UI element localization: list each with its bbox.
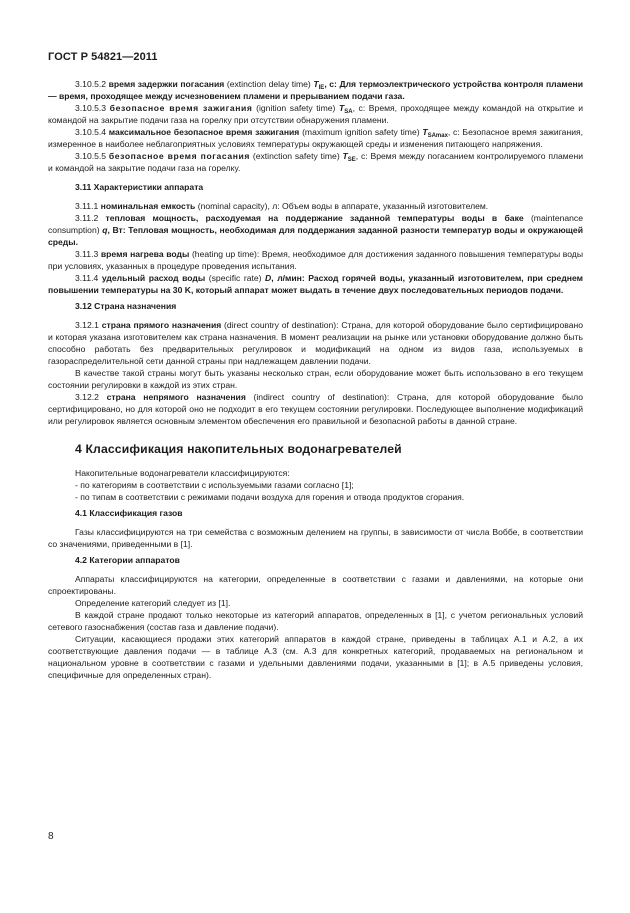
clause-3-10-5-4: 3.10.5.4 максимальное безопасное время зажигания (maximum ignition safety time) $T_{SAmax}$, с: Безопасное время зажигания, измеренное в наиболее неблагоприятных условиях температуры окружающей среды и изменения питающего напряжения.	[48, 127, 584, 149]
clause-3-12-1-note: В качестве такой страны могут быть указаны несколько стран, если оборудование может быть использовано в его текущем состоянии регулировки в каждой из этих стран.	[48, 368, 583, 390]
section-4-heading: 4 Классификация накопительных водонагревателей	[75, 442, 402, 456]
section-4-list-item: - по типам в соответствии с режимами подачи воздуха для горения и отвода продуктов сгорания.	[75, 492, 465, 502]
section-4-1-heading: 4.1 Классификация газов	[75, 508, 183, 518]
section-4-2-text: Аппараты классифицируются на категории, определенные в соответствии с газами и давлениями, на которые они спроектированы.	[48, 574, 583, 596]
clause-3-11-1: 3.11.1 номинальная емкость (nominal capacity), л: Объем воды в аппарате, указанный изготовителем.	[75, 201, 489, 211]
clause-3-11-2: 3.11.2 тепловая мощность, расходуемая на поддержание заданной температуры воды в баке (maintenance consumption) q, Вт: Тепловая мощность, необходимая для поддержания заданной разности температур воды и окружающей среды.	[48, 213, 584, 247]
clause-3-12-2: 3.12.2 страна непрямого назначения (indirect country of destination): Страна, для которой оборудование было сертифицировано, но для которой оно не подходит в его текущем состоянии регулировки. Последующее выполнение модификаций или регулировок является основным элементом обеспечения его правильной и безопасной работы в данной стране.	[48, 392, 583, 426]
section-4-intro: Накопительные водонагреватели классифицируются:	[75, 468, 290, 478]
clause-3-10-5-3: 3.10.5.3 безопасное время зажигания (ignition safety time) $T_{SA}$, с: Время, проходящее между командой на открытие и командой на закрытие подачи газа на горелку при отсутствии обнаружения пламени.	[48, 103, 584, 125]
document-body	[48, 78, 583, 681]
clause-3-11-3: 3.11.3 время нагрева воды (heating up time): Время, необходимое для достижения заданного повышения температуры воды при условиях, указанных в процедуре проведения испытания.	[48, 249, 584, 271]
section-4-2-heading: 4.2 Категории аппаратов	[75, 555, 180, 565]
section-4-list-item: - по категориям в соответствии с используемыми газами согласно [1];	[75, 480, 354, 490]
section-4-2-text: В каждой стране продают только некоторые из категорий аппаратов, определенных в [1], с учетом региональных условий сетевого газоснабжения (состав газа и давление подачи).	[48, 610, 583, 632]
section-3-12-heading: 3.12 Страна назначения	[75, 301, 177, 311]
document-header: ГОСТ Р 54821—2011	[48, 51, 158, 63]
page-number: 8	[48, 831, 54, 842]
section-4-2-text: Ситуации, касающиеся продажи этих категорий аппаратов в каждой стране, приведены в таблицах А.1 и А.2, а их соответствующие давления подачи — в таблице А.3 (см. А.3 для конкретных категорий, продаваемых на региональном и национальном уровне в соответствии с газами и удельными давлениями подачи, указанными в [1]; в А.5 приведены условия, специфичные для определенных стран).	[48, 634, 583, 680]
section-4-1-text: Газы классифицируются на три семейства с возможным делением на группы, в зависимости от числа Воббе, в соответствии со значениями, приведенными в [1].	[48, 527, 583, 549]
section-4-2-text: Определение категорий следует из [1].	[75, 598, 231, 608]
section-3-11-heading: 3.11 Характеристики аппарата	[75, 182, 204, 192]
clause-3-10-5-2: 3.10.5.2 время задержки погасания (extinction delay time) $T_{IE}$, с: Для термоэлектрического устройства контроля пламени — время, проходящее между исчезновением пламени и прерыванием подачи газа.	[48, 79, 584, 101]
clause-3-10-5-5: 3.10.5.5 безопасное время погасания (extinction safety time) $T_{SE}$, с: Время между погасанием контролируемого пламени и командой на закрытие подачи газа на горелку.	[48, 151, 584, 173]
clause-3-11-4: 3.11.4 удельный расход воды (specific rate) D, л/мин: Расход горячей воды, указанный изготовителем, при среднем повышении температуры на 30 K, который аппарат может выдать в течение двух последовательных периодов подачи.	[48, 273, 583, 295]
clause-3-12-1: 3.12.1 страна прямого назначения (direct country of destination): Страна, для которой оборудование было сертифицировано и которая указана изготовителем как страна назначения. В момент реализации на рынке или установки оборудование должно быть способно работать без предварительных регулировок и модификаций на одном из видов газа, используемых в газораспределительной сети данной страны при надлежащем давлении подачи.	[48, 320, 583, 366]
